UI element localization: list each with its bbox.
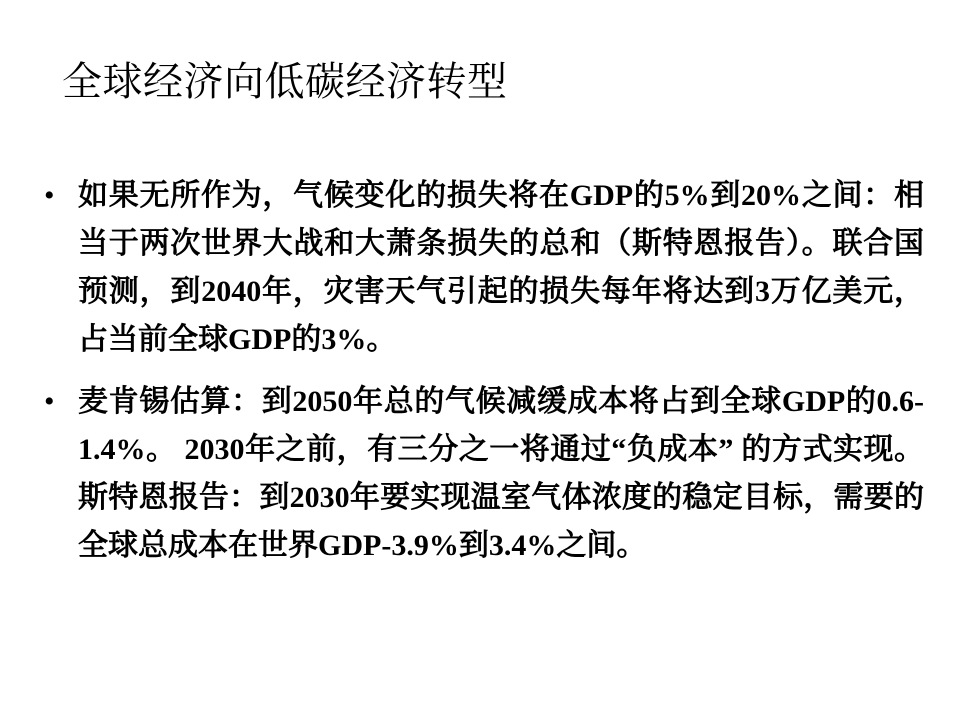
list-item [44, 378, 924, 570]
list-item-text: 麦肯锡估算：到2050年总的气候减缓成本将占到全球GDP的0.6-1.4%。 2030年之前，有三分之一将通过“负成本” 的方式实现。 斯特恩报告：到2030年要实现温室气体浓度的稳定目标，需要的全球总成本在世界GDP-3.9%到3.4%之间。 [78, 385, 924, 562]
list-item-text: 如果无所作为，气候变化的损失将在GDP的5%到20%之间：相当于两次世界大战和大萧条损失的总和（斯特恩报告）。联合国预测，到2040年，灾害天气引起的损失每年将达到3万亿美元，占当前全球GDP的3%。 [78, 179, 924, 356]
bullet-marker-icon: • [44, 385, 55, 418]
bullet-marker-icon: • [44, 179, 55, 212]
slide-body [44, 172, 924, 584]
page-title: 全球经济向低碳经济转型 [62, 60, 508, 104]
list-item [44, 172, 924, 364]
